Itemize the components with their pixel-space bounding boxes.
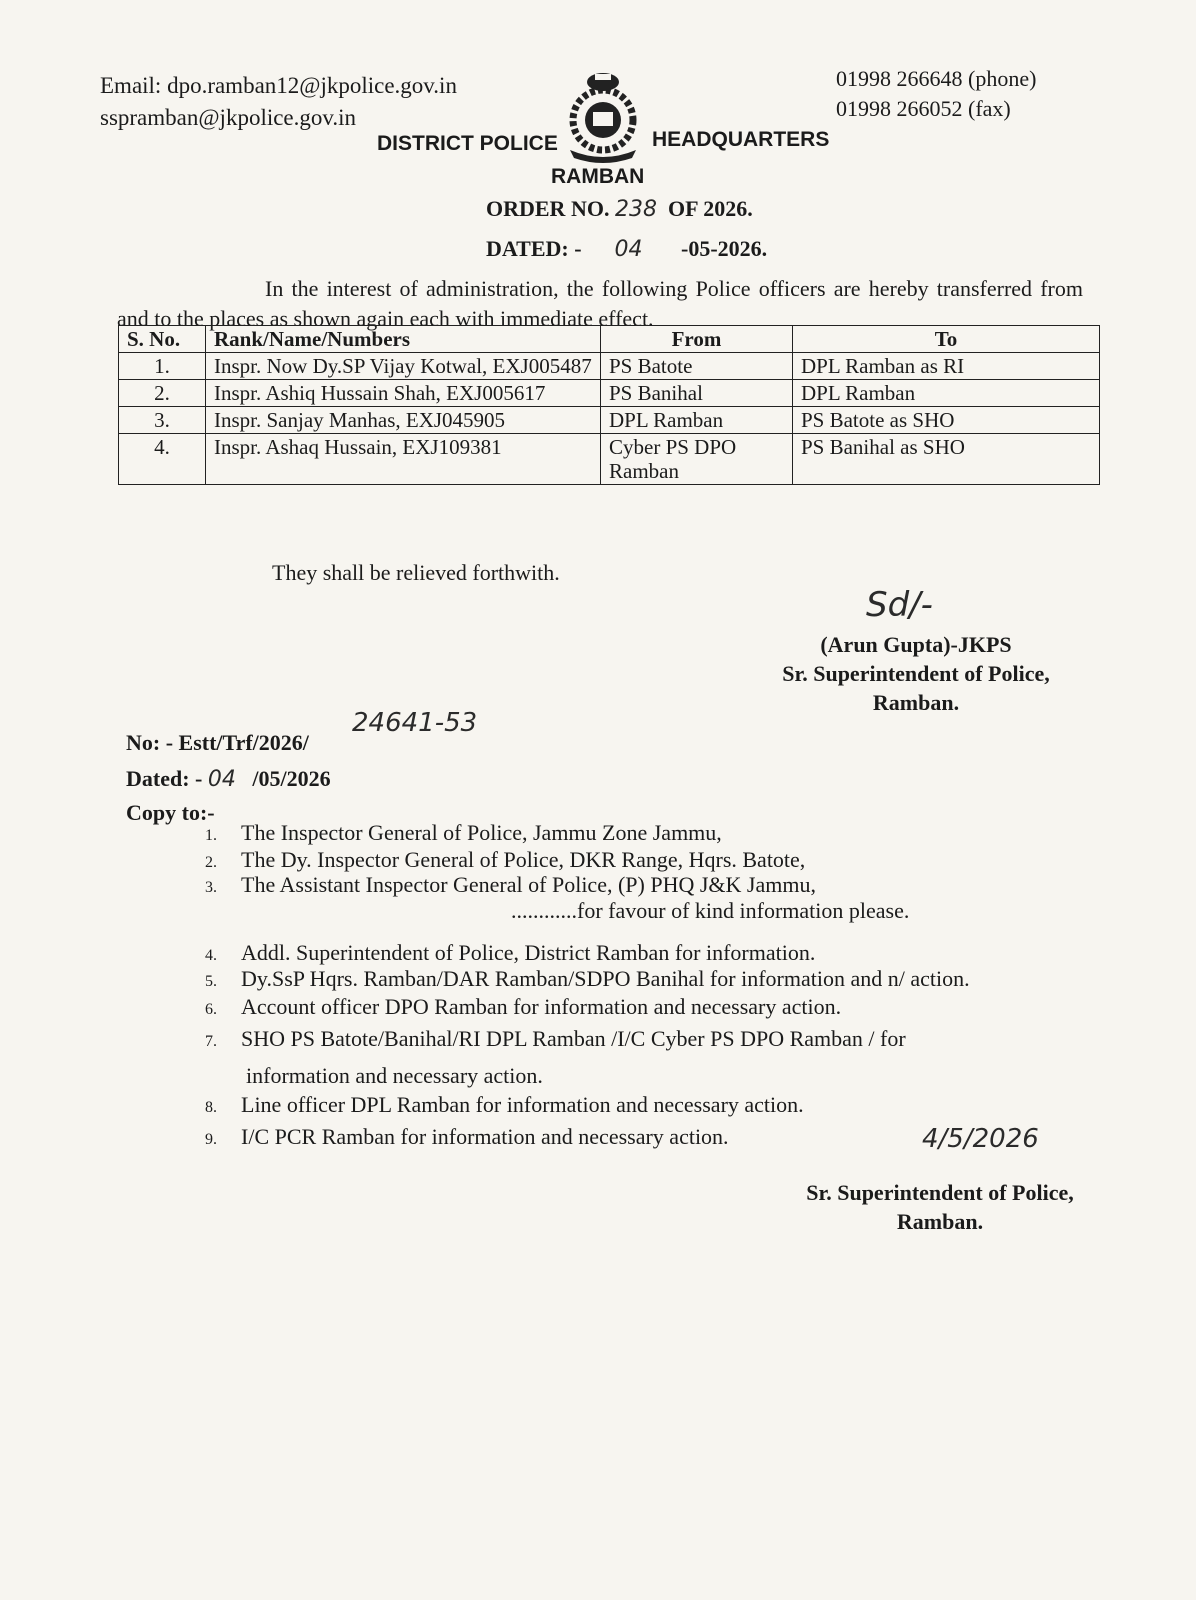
police-emblem-icon — [560, 68, 646, 164]
endorsement-number: No: - Estt/Trf/2026/ — [126, 730, 309, 755]
list-item: 5. Dy.SsP Hqrs. Ramban/DAR Ramban/SDPO Banihal for information and n/ action. — [205, 966, 970, 991]
list-item: 3. The Assistant Inspector General of Police, (P) PHQ J&K Jammu, — [205, 872, 816, 897]
signatory-designation: Sr. Superintendent of Police, — [806, 1180, 1074, 1205]
endorsement-number-handwritten: 24641-53 — [352, 708, 478, 738]
table-row: 4. Inspr. Ashaq Hussain, EXJ109381 Cyber PS DPO Ramban PS Banihal as SHO — [119, 434, 1100, 485]
signature-sd-handwritten: Sd/- — [866, 585, 933, 625]
signatory-place: Ramban. — [872, 690, 960, 715]
contact-emails — [100, 70, 457, 134]
signatory-place: Ramban. — [896, 1209, 984, 1234]
order-number: 238 — [614, 197, 657, 222]
table-row: 2. Inspr. Ashiq Hussain Shah, EXJ005617 PS Banihal DPL Ramban — [119, 380, 1100, 407]
endorsement-date-day: 04 — [207, 767, 236, 792]
office-title-right: HEADQUARTERS — [652, 128, 830, 151]
header-name: Rank/Name/Numbers — [206, 326, 601, 353]
relieved-note: They shall be relieved forthwith. — [272, 560, 560, 585]
header-sno: S. No. — [119, 326, 206, 353]
list-item: 9. I/C PCR Ramban for information and necessary action. — [205, 1124, 729, 1149]
copy-to-label: Copy to:- — [126, 800, 215, 825]
endorsement-date: Dated: - 04 /05/2026 — [126, 766, 331, 792]
list-item: 8. Line officer DPL Ramban for information and necessary action. — [205, 1092, 804, 1117]
contact-numbers — [836, 64, 1036, 124]
signature-block-1 — [776, 630, 1056, 717]
favour-note: ............for favour of kind information please. — [511, 898, 910, 923]
signature-initials-handwritten: 4/5/2026 — [922, 1124, 1039, 1154]
intro-paragraph: In the interest of administration, the following Police officers are hereby transferred from and to the places as shown again each with immediate effect. — [117, 276, 1083, 331]
email-primary: Email: dpo.ramban12@jkpolice.gov.in — [100, 73, 457, 98]
office-title-left: DISTRICT POLICE — [377, 132, 558, 155]
list-item: 7. SHO PS Batote/Banihal/RI DPL Ramban /I/C Cyber PS DPO Ramban / for information and necessary action. — [205, 1026, 906, 1088]
email-secondary: sspramban@jkpolice.gov.in — [100, 105, 357, 130]
table-header-row — [119, 326, 1100, 353]
list-item: 4. Addl. Superintendent of Police, District Ramban for information. — [205, 940, 816, 965]
table-row: 1. Inspr. Now Dy.SP Vijay Kotwal, EXJ005487 PS Batote DPL Ramban as RI — [119, 353, 1100, 380]
signature-block-2 — [790, 1178, 1090, 1236]
signatory-name: (Arun Gupta)-JKPS — [820, 632, 1012, 657]
list-item: 1. The Inspector General of Police, Jammu Zone Jammu, — [205, 820, 722, 845]
list-item: 2. The Dy. Inspector General of Police, DKR Range, Hqrs. Batote, — [205, 847, 806, 872]
fax-number: 01998 266052 (fax) — [836, 96, 1011, 121]
signatory-designation: Sr. Superintendent of Police, — [782, 661, 1050, 686]
phone-number: 01998 266648 (phone) — [836, 66, 1037, 91]
transfer-table — [118, 325, 1100, 485]
list-item: 6. Account officer DPO Ramban for information and necessary action. — [205, 994, 842, 1019]
order-date-day: 04 — [614, 237, 643, 262]
table-row: 3. Inspr. Sanjay Manhas, EXJ045905 DPL Ramban PS Batote as SHO — [119, 407, 1100, 434]
header-to: To — [793, 326, 1100, 353]
order-date-line: DATED: - 04 -05-2026. — [486, 236, 768, 262]
office-place: RAMBAN — [551, 165, 645, 188]
header-from: From — [601, 326, 793, 353]
order-number-line: ORDER NO. 238 OF 2026. — [486, 196, 753, 222]
